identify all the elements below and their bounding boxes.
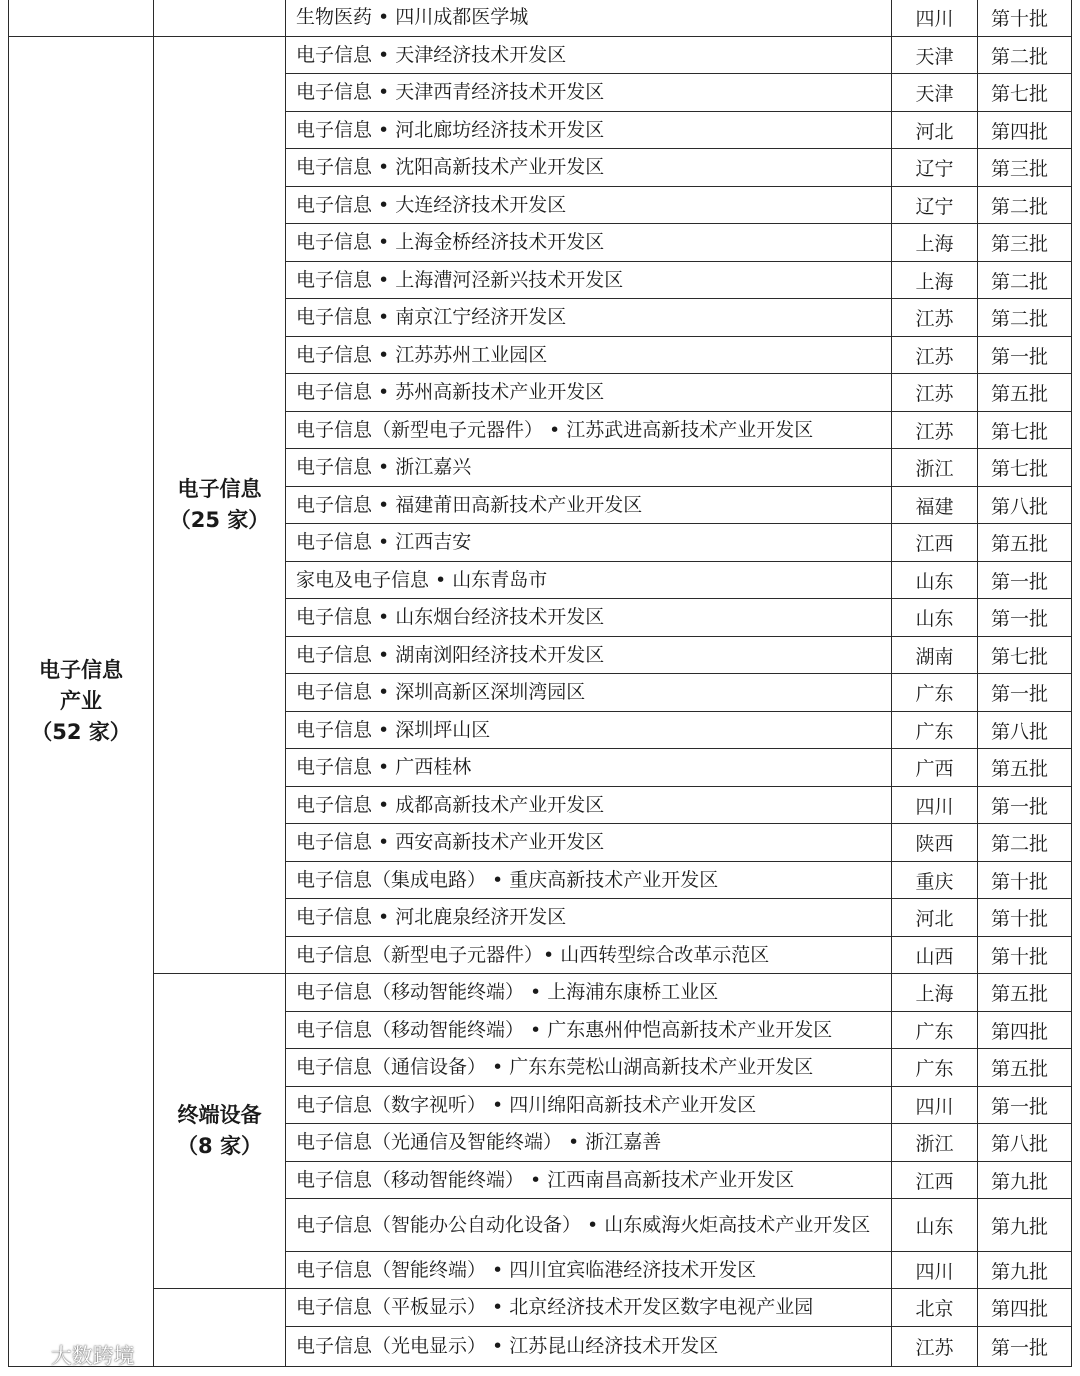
batch: 第十批 bbox=[978, 937, 1072, 974]
zone-name: 电子信息（智能终端） • 四川宜宾临港经济技术开发区 bbox=[286, 1252, 892, 1289]
batch: 第五批 bbox=[978, 524, 1072, 562]
batch: 第八批 bbox=[978, 712, 1072, 749]
province: 浙江 bbox=[892, 449, 978, 487]
province: 重庆 bbox=[892, 862, 978, 899]
province: 山东 bbox=[892, 562, 978, 599]
province: 北京 bbox=[892, 1289, 978, 1327]
table-row bbox=[9, 974, 1072, 1012]
batch: 第七批 bbox=[978, 412, 1072, 449]
logo-icon bbox=[10, 1345, 44, 1369]
province: 江苏 bbox=[892, 299, 978, 337]
zone-name: 电子信息（数字视听） • 四川绵阳高新技术产业开发区 bbox=[286, 1087, 892, 1124]
province: 广东 bbox=[892, 712, 978, 749]
zone-name: 电子信息 • 江苏苏州工业园区 bbox=[286, 337, 892, 374]
batch: 第五批 bbox=[978, 1049, 1072, 1087]
zone-name: 电子信息 • 上海金桥经济技术开发区 bbox=[286, 224, 892, 262]
province: 辽宁 bbox=[892, 187, 978, 224]
subcategory-cell-display bbox=[154, 1289, 286, 1367]
batch: 第七批 bbox=[978, 449, 1072, 487]
subcategory-cell-electronic: 电子信息 （25 家） bbox=[154, 37, 286, 974]
zone-name: 电子信息 • 成都高新技术产业开发区 bbox=[286, 787, 892, 824]
batch: 第一批 bbox=[978, 674, 1072, 712]
province: 浙江 bbox=[892, 1124, 978, 1162]
zone-name: 电子信息 • 深圳坪山区 bbox=[286, 712, 892, 749]
batch: 第九批 bbox=[978, 1199, 1072, 1252]
province: 江西 bbox=[892, 524, 978, 562]
province: 四川 bbox=[892, 787, 978, 824]
batch: 第十批 bbox=[978, 899, 1072, 937]
batch: 第十批 bbox=[978, 0, 1072, 37]
zone-name: 电子信息 • 上海漕河泾新兴技术开发区 bbox=[286, 262, 892, 299]
batch: 第一批 bbox=[978, 787, 1072, 824]
province: 天津 bbox=[892, 74, 978, 112]
watermark-text: 大数跨境 bbox=[50, 1344, 135, 1368]
table-row bbox=[9, 0, 1072, 37]
zone-name: 电子信息（集成电路） • 重庆高新技术产业开发区 bbox=[286, 862, 892, 899]
batch: 第一批 bbox=[978, 599, 1072, 637]
batch: 第四批 bbox=[978, 1289, 1072, 1327]
zone-name: 电子信息（移动智能终端） • 广东惠州仲恺高新技术产业开发区 bbox=[286, 1012, 892, 1049]
zone-name: 电子信息 • 天津西青经济技术开发区 bbox=[286, 74, 892, 112]
batch: 第一批 bbox=[978, 1087, 1072, 1124]
batch: 第十批 bbox=[978, 862, 1072, 899]
zone-name: 电子信息 • 山东烟台经济技术开发区 bbox=[286, 599, 892, 637]
zone-name: 电子信息 • 湖南浏阳经济技术开发区 bbox=[286, 637, 892, 674]
batch: 第四批 bbox=[978, 1012, 1072, 1049]
zone-name: 电子信息 • 大连经济技术开发区 bbox=[286, 187, 892, 224]
batch: 第二批 bbox=[978, 299, 1072, 337]
province: 江苏 bbox=[892, 374, 978, 412]
zone-name: 家电及电子信息 • 山东青岛市 bbox=[286, 562, 892, 599]
zone-name: 电子信息 • 深圳高新区深圳湾园区 bbox=[286, 674, 892, 712]
province: 河北 bbox=[892, 112, 978, 149]
industry-cell-top bbox=[9, 0, 154, 37]
zone-name: 电子信息 • 沈阳高新技术产业开发区 bbox=[286, 149, 892, 187]
province: 山东 bbox=[892, 1199, 978, 1252]
batch: 第五批 bbox=[978, 374, 1072, 412]
batch: 第一批 bbox=[978, 1327, 1072, 1367]
province: 四川 bbox=[892, 1087, 978, 1124]
zone-name: 电子信息 • 河北鹿泉经济开发区 bbox=[286, 899, 892, 937]
zone-name: 生物医药 • 四川成都医学城 bbox=[286, 0, 892, 37]
province: 江苏 bbox=[892, 1327, 978, 1367]
zone-name: 电子信息 • 天津经济技术开发区 bbox=[286, 37, 892, 74]
province: 四川 bbox=[892, 0, 978, 37]
province: 福建 bbox=[892, 487, 978, 524]
batch: 第二批 bbox=[978, 262, 1072, 299]
zone-name: 电子信息（新型电子元器件） • 江苏武进高新技术产业开发区 bbox=[286, 412, 892, 449]
province: 广西 bbox=[892, 749, 978, 787]
batch: 第三批 bbox=[978, 149, 1072, 187]
province: 广东 bbox=[892, 1012, 978, 1049]
zone-name: 电子信息 • 江西吉安 bbox=[286, 524, 892, 562]
province: 四川 bbox=[892, 1252, 978, 1289]
batch: 第八批 bbox=[978, 487, 1072, 524]
province: 辽宁 bbox=[892, 149, 978, 187]
batch: 第一批 bbox=[978, 337, 1072, 374]
zone-name: 电子信息 • 南京江宁经济开发区 bbox=[286, 299, 892, 337]
table-row bbox=[9, 1289, 1072, 1327]
province: 江西 bbox=[892, 1162, 978, 1199]
batch: 第二批 bbox=[978, 824, 1072, 862]
province: 上海 bbox=[892, 224, 978, 262]
zone-name: 电子信息（移动智能终端） • 上海浦东康桥工业区 bbox=[286, 974, 892, 1012]
province: 广东 bbox=[892, 674, 978, 712]
batch: 第九批 bbox=[978, 1162, 1072, 1199]
table-body bbox=[9, 0, 1072, 1367]
batch: 第五批 bbox=[978, 974, 1072, 1012]
province: 上海 bbox=[892, 974, 978, 1012]
zone-name: 电子信息 • 广西桂林 bbox=[286, 749, 892, 787]
zone-name: 电子信息 • 浙江嘉兴 bbox=[286, 449, 892, 487]
province: 湖南 bbox=[892, 637, 978, 674]
batch: 第五批 bbox=[978, 749, 1072, 787]
batch: 第三批 bbox=[978, 224, 1072, 262]
industry-cell: 电子信息 产业 （52 家） bbox=[9, 37, 154, 1367]
batch: 第七批 bbox=[978, 637, 1072, 674]
province: 河北 bbox=[892, 899, 978, 937]
zone-name: 电子信息（新型电子元器件）• 山西转型综合改革示范区 bbox=[286, 937, 892, 974]
zone-name: 电子信息（通信设备） • 广东东莞松山湖高新技术产业开发区 bbox=[286, 1049, 892, 1087]
batch: 第二批 bbox=[978, 187, 1072, 224]
table-row bbox=[9, 37, 1072, 74]
watermark bbox=[10, 1340, 135, 1370]
province: 山西 bbox=[892, 937, 978, 974]
province: 江苏 bbox=[892, 412, 978, 449]
zone-name: 电子信息 • 苏州高新技术产业开发区 bbox=[286, 374, 892, 412]
zone-name: 电子信息（智能办公自动化设备） • 山东威海火炬高技术产业开发区 bbox=[286, 1199, 892, 1252]
province: 上海 bbox=[892, 262, 978, 299]
batch: 第二批 bbox=[978, 37, 1072, 74]
batch: 第七批 bbox=[978, 74, 1072, 112]
zone-name: 电子信息（光电显示） • 江苏昆山经济技术开发区 bbox=[286, 1327, 892, 1367]
province: 江苏 bbox=[892, 337, 978, 374]
zone-name: 电子信息（光通信及智能终端） • 浙江嘉善 bbox=[286, 1124, 892, 1162]
zone-name: 电子信息（平板显示） • 北京经济技术开发区数字电视产业园 bbox=[286, 1289, 892, 1327]
zone-name: 电子信息 • 福建莆田高新技术产业开发区 bbox=[286, 487, 892, 524]
zone-name: 电子信息 • 河北廊坊经济技术开发区 bbox=[286, 112, 892, 149]
province: 山东 bbox=[892, 599, 978, 637]
batch: 第九批 bbox=[978, 1252, 1072, 1289]
zone-table bbox=[8, 0, 1072, 1367]
zone-name: 电子信息（移动智能终端） • 江西南昌高新技术产业开发区 bbox=[286, 1162, 892, 1199]
zone-name: 电子信息 • 西安高新技术产业开发区 bbox=[286, 824, 892, 862]
subcategory-cell-top bbox=[154, 0, 286, 37]
batch: 第四批 bbox=[978, 112, 1072, 149]
subcategory-cell-terminal: 终端设备 （8 家） bbox=[154, 974, 286, 1289]
batch: 第一批 bbox=[978, 562, 1072, 599]
province: 天津 bbox=[892, 37, 978, 74]
province: 陕西 bbox=[892, 824, 978, 862]
province: 广东 bbox=[892, 1049, 978, 1087]
batch: 第八批 bbox=[978, 1124, 1072, 1162]
